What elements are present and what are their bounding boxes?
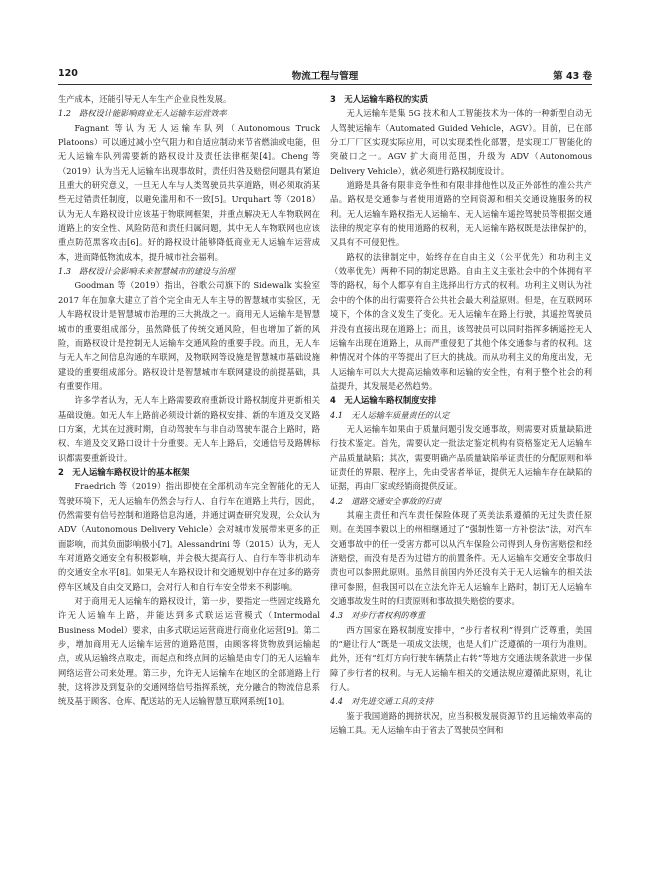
right-column <box>330 92 592 882</box>
body-paragraph: 路权的法律制定中，始终存在自由主义（公平优先）和功利主义（效率优先）两种不同的制定思路。自由主义主张社会中的个体拥有平等的路权，每个人都享有自主选择出行方式的权利。功利主义则认为社会中的个体的出行需要符合公共社会最大利益原则。但是，在互联网环境下，个体的含义发生了变化。无人运输车在路上行驶，其遥控驾驶员并没有直接出现在道路上；而且，该驾驶员可以同时指挥多辆遥控无人运输车出现在道路上，从而严重侵犯了其他个体交通参与者的权利。这种情况对个体的平等提出了巨大的挑战。而从功利主义的角度出发，无人运输车可以大大提高运输效率和运输的安全性，有利于整个社会的利益提升，其发展是必然趋势。 <box>330 251 592 391</box>
body-paragraph: 无人运输车如果由于质量问题引发交通事故，则需要对质量缺陷进行技术鉴定。首先，需要认定一批法定鉴定机构有资格鉴定无人运输车产品质量缺陷；其次，需要明确产品质量缺陷举证责任的分配原则和举证责任的界限、程序上，先由受害者举证，提供无人运输车存在缺陷的证据，再由厂家或经销商提供反证。 <box>330 423 592 492</box>
body-paragraph: 生产成本，还能引导无人车生产企业良性发展。 <box>58 94 232 104</box>
body-paragraph: Goodman 等（2019）指出，谷歌公司旗下的 Sidewalk 实验室 2017 年在加拿大建立了首个完全由无人车主导的智慧城市实验区，无人车路权设计是智慧城市治理的三大挑战之一。商用无人运输车是智慧城市的重要组成部分，虽然降低了传统交通风险，但也增加了新的风险，而路权设计是控制无人运输车交通风险的重要手段。而且，无人车与无人车之间信息沟通的车联网，及物联网等设施是智慧城市基础设施建设的重要组成部分。路权设计是智慧城市车联网建设的前提基础，具有重要作用。 <box>58 280 320 391</box>
body-paragraph: 对于商用无人运输车的路权设计，第一步，要指定一些固定线路允许无人运输车上路，并能达到多式联运运营模式（Intermodal Business Model）要求，由多式联运运营商进行商业化运营[9]。第二步，增加商用无人运输车运营的道路范围，由顾客将货物放到运输起点，或从运输终点取走，而起点和终点间的运输是由专门的无人运输车网络运营公司来处理。第三步，允许无人运输车在地区的全部道路上行驶，这将涉及到复杂的交通网络信号指挥系统，充分融合的物流信息系统及基于顾客、仓库、配送站的无人运输智慧互联网系统[10]。 <box>58 596 320 707</box>
body-paragraph: 其雇主责任和汽车责任保险体现了英美法系遵循的无过失责任原则。在美国李毅以上的州相继通过了“强制性第一方补偿法”法，对汽车交通事故中的任一受害方都可以从汽车保险公司得到人身伤害赔偿和经济赔偿，而没有是否为过错方的前置条件。无人运输车交通安全事故归责也可以参照此原则。虽然目前国内外还没有关于无人运输车的相关法律可参照，但我国可以在立法允许无人运输车上路时，制订无人运输车交通事故发生时的归责原则和事故损失赔偿的要求。 <box>330 509 592 607</box>
subsection-heading: 4.3 对步行者权利的尊重 <box>330 610 425 621</box>
body-paragraph: 道路是具备有限非竞争性和有限非排他性以及正外部性的准公共产品。路权是交通参与者使用道路的空间资源和相关交通设施服务的权利。无人运输车路权指无人运输车、无人运输车遥控驾驶员等根据交通法律的规定享有的使用道路的权利，无人运输车路权既是法律保护的，又具有不可侵犯性。 <box>330 180 592 248</box>
body-paragraph: 西方国家在路权制度安排中，“步行者权利”得到广泛尊重，美国的“避让行人”既是一项成文法规，也是人们广泛遵循的一项行为准则。此外，还有“红灯方向行驶车辆禁止右转”等地方交通法规条款进一步保障了步行者的权利。与无人运输车相关的交通法规应遵循此原则，礼让行人。 <box>330 624 592 693</box>
section-heading: 3 无人运输车路权的实质 <box>330 94 428 104</box>
body-paragraph: 许多学者认为，无人车上路需要政府重新设计路权制度并更新相关基础设施。如无人车上路前必须设计新的路权安排、新的车道及交叉路口方案，尤其在过渡时期，自动驾驶车与非自动驾驶车混合上路时，路权、车道及交叉路口设计十分重要。无人车上路后，交通信号及路牌标识都需要重新设计。 <box>58 395 320 463</box>
left-column <box>58 92 320 882</box>
header-rule <box>58 84 592 85</box>
body-paragraph: 鉴于我国道路的拥挤状况，应当积极发展资源节约且运输效率高的运输工具。无人运输车由于省去了驾驶员空间和 <box>330 710 592 736</box>
body-paragraph: Fagnant 等认为无人运输车队列（Autonomous Truck Platoons）可以通过减小空气阻力和自适应制动来节省燃油或电能，但无人运输车队列需要新的路权设计及责任法律框架[4]。Cheng 等（2019）认为当无人运输车出现事故时，责任归咎及赔偿问题具有紧迫且重大的研究意义，一旦无人车与人类驾驶员共享道路，则必须取消某些无过错责任制度，以避免滥用和不一致[5]。Urquhart 等（2018）认为无人车路权设计应该基于物联网框架，并重点解决无人车物联网在道路上的安全性、风险防范和责任归属问题，其中无人车物联网也应该重点防范黑客攻击[6]。好的路权设计能够降低商业无人运输车运营成本，进而降低物流成本，提升城市社会福利。 <box>58 122 320 262</box>
journal-title: 物流工程与管理 <box>291 71 359 82</box>
section-heading: 4 无人运输车路权制度安排 <box>330 395 437 406</box>
subsection-heading: 4.2 道路交通安全事故的归责 <box>330 495 442 506</box>
subsection-heading: 4.4 对先进交通工具的支持 <box>330 696 434 707</box>
section-heading: 2 无人运输车路权设计的基本框架 <box>58 466 190 477</box>
subsection-heading: 4.1 无人运输车质量责任的认定 <box>330 409 450 420</box>
page-number: 120 <box>58 68 78 79</box>
body-paragraph: 无人运输车是集 5G 技术和人工智能技术为一体的一种新型自动无人驾驶运输车（Automated Guided Vehicle，AGV）。目前，已在部分工厂厂区实现实际应用，可以实现柔性化部署，是实现工厂智能化的突破口之一。AGV 扩大商用范围，升级为 ADV（Autonomous Delivery Vehicle），就必须进行路权制度设计。 <box>330 108 592 176</box>
volume-number: 第 43 卷 <box>553 71 592 82</box>
subsection-heading: 1.3 路权设计会影响未来智慧城市的建设与治理 <box>58 266 235 277</box>
body-paragraph: Fraedrich 等（2019）指出即使在全部机动车完全智能化的无人驾驶环境下，无人运输车仍然会与行人、自行车在道路上共行，因此，仍然需要有信号控制和道路信息沟通，并通过调查研究发现，公众认为 ADV（Autonomous Delivery Vehicle）会对城市发展带来更多的正面影响，而其负面影响极小[7]。Alessandrini 等（2015）认为，无人车对道路交通安全有积极影响，并会极大提高行人、自行车等非机动车的交通安全水平[8]。如果无人车路权设计和交通规划中存在过多的路旁停车区域及自由交叉路口，会对行人和自行车安全带来不利影响。 <box>58 481 320 592</box>
running-header <box>58 64 592 84</box>
subsection-heading: 1.2 路权设计能影响商业无人运输车运营效率 <box>58 108 227 119</box>
